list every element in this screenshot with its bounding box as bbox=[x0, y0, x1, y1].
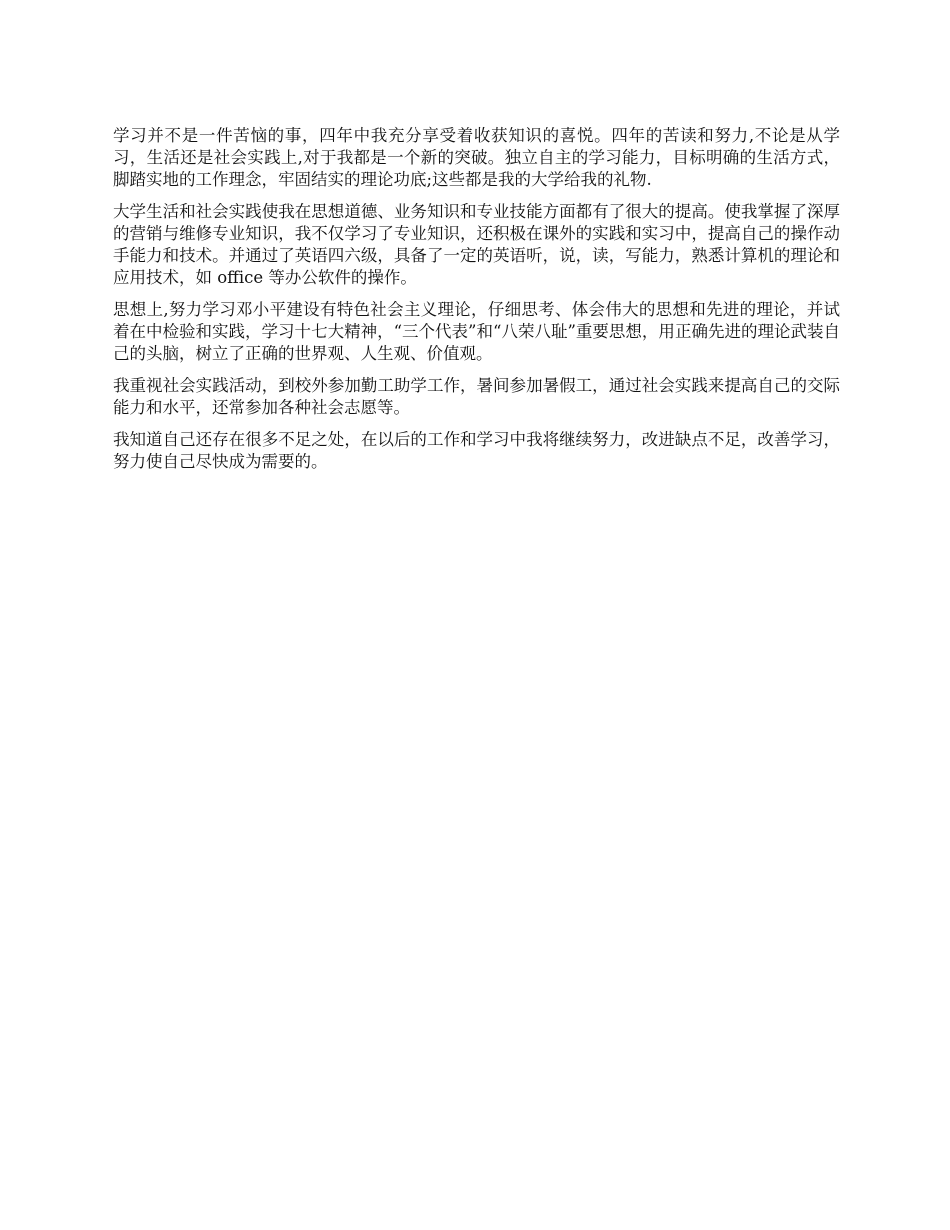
paragraph-5: 我知道自己还存在很多不足之处，在以后的工作和学习中我将继续努力，改进缺点不足，改善学习，努力使自己尽快成为需要的。 bbox=[113, 430, 840, 471]
document-body bbox=[113, 125, 840, 483]
paragraph-2: 大学生活和社会实践使我在思想道德、业务知识和专业技能方面都有了很大的提高。使我掌握了深厚的营销与维修专业知识，我不仅学习了专业知识，还积极在课外的实践和实习中，提高自己的操作动手能力和技术。并通过了英语四六级，具备了一定的英语听，说，读，写能力，熟悉计算机的理论和应用技术，如 office 等办公软件的操作。 bbox=[113, 202, 840, 287]
paragraph-3: 思想上,努力学习邓小平建设有特色社会主义理论，仔细思考、体会伟大的思想和先进的理论，并试着在中检验和实践，学习十七大精神，“三个代表”和“八荣八耻”重要思想，用正确先进的理论武装自己的头脑，树立了正确的世界观、人生观、价值观。 bbox=[113, 300, 840, 363]
paragraph-4: 我重视社会实践活动，到校外参加勤工助学工作，暑间参加暑假工，通过社会实践来提高自己的交际能力和水平，还常参加各种社会志愿等。 bbox=[113, 376, 840, 417]
paragraph-1: 学习并不是一件苦恼的事，四年中我充分享受着收获知识的喜悦。四年的苦读和努力,不论是从学习，生活还是社会实践上,对于我都是一个新的突破。独立自主的学习能力，目标明确的生活方式，脚踏实地的工作理念，牢固结实的理论功底;这些都是我的大学给我的礼物. bbox=[113, 126, 840, 189]
